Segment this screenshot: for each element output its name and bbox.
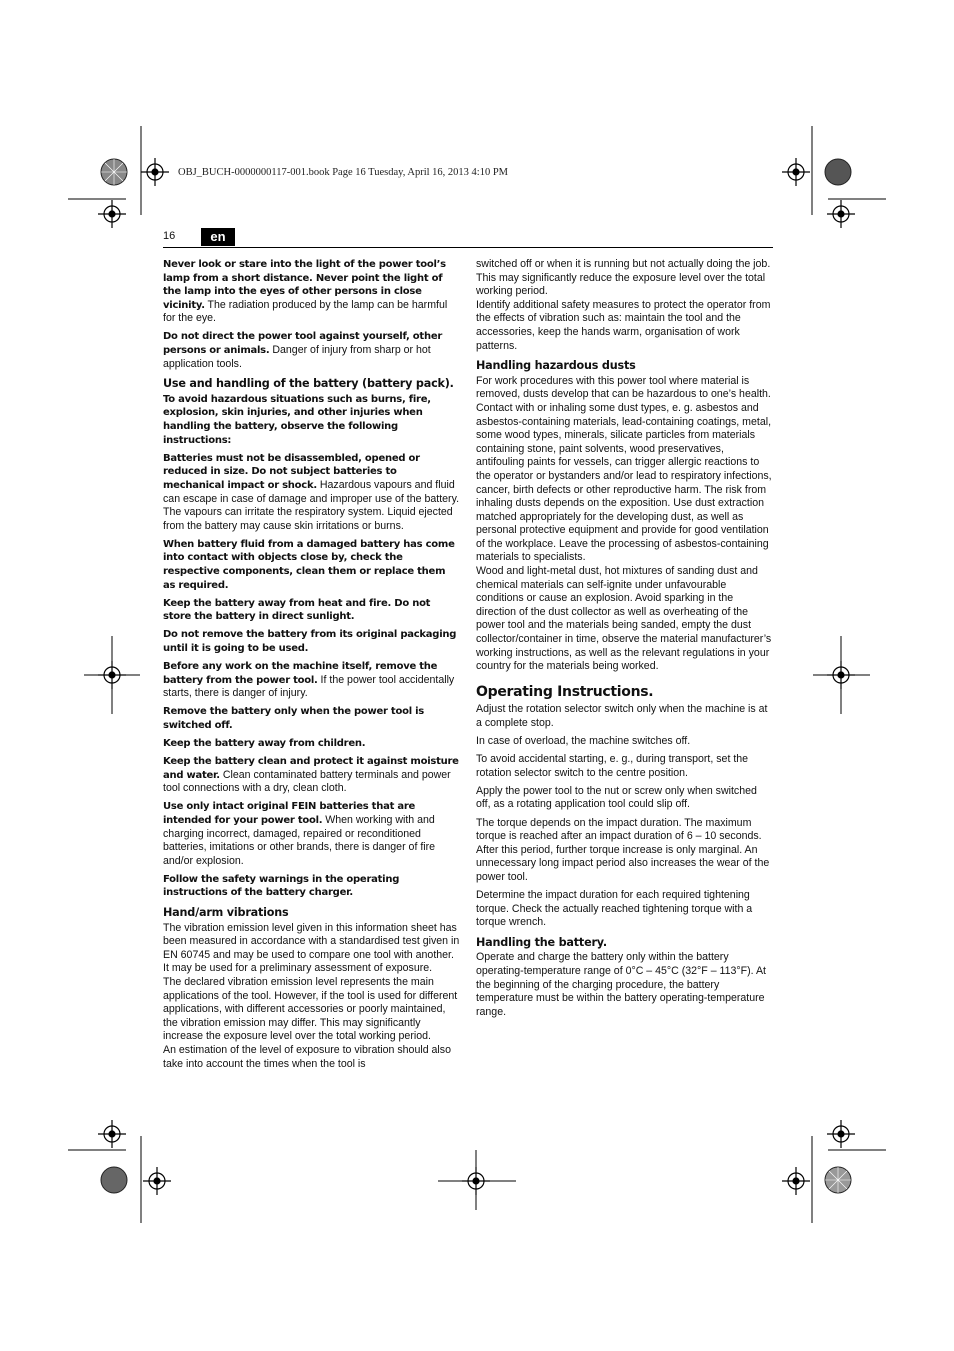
paragraph: Do not remove the battery from its original packaging until it is going to be used. xyxy=(163,629,457,654)
right-column xyxy=(476,258,773,1024)
page-header xyxy=(163,227,773,248)
language-tab: en xyxy=(201,228,235,246)
paragraph: Batteries must not be disassembled, opened or reduced in size. Do not subject batteries to mechanical impact or shock. Hazardous vapours and fluid can escape in case of damage and improper use of the battery. The vapours can irritate the respiratory system. Liquid ejected from the battery may cause skin irritations or burns. xyxy=(163,452,460,532)
paragraph: The declared vibration emission level represents the main applications of the tool. However, if the tool is used for different applications, with different accessories or poorly maintained, the vibration emission may differ. This may significantly increase the exposure level over the total working period. xyxy=(163,976,458,1043)
paragraph: Keep the battery clean and protect it against moisture and water. Clean contaminated battery terminals and power tool connections with a dry, clean cloth. xyxy=(163,756,459,795)
paragraph: Use only intact original FEIN batteries that are intended for your power tool. When working with and charging incorrect, damaged, repaired or reconditioned batteries, imitations or other brands, there is danger of fire and/or explosion. xyxy=(163,801,436,867)
paragraph: Determine the impact duration for each required tightening torque. Check the actually reached tightening torque with a torque wrench. xyxy=(476,889,753,929)
paragraph: Identify additional safety measures to protect the operator from the effects of vibration such as: maintain the tool and the accessories, keep the hands warm, organisation of work patterns. xyxy=(476,298,771,352)
paragraph: In case of overload, the machine switches off. xyxy=(476,735,691,748)
paragraph: To avoid hazardous situations such as burns, fire, explosion, skin injuries, and other injuries when handling the battery, observe the following instructions: xyxy=(163,393,431,446)
paragraph: Apply the power tool to the nut or screw only when switched off, as a rotating application tool could slip off. xyxy=(476,784,757,811)
paragraph: Contact with or inhaling some dust types, e. g. asbestos and asbestos-containing materials, lead-containing coatings, metal, some wood types, minerals, silicate particles from materials containing stone, paint solvents, wood preservatives, antifouling paints for vessels, can trigger allergic reactions to the operator or bystanders and/or lead to respiratory infections, cancer, birth defects or other reproductive harm. The risk from inhaling dusts depends on the exposition. Use dust extraction matched appropriately for the developing dust, as well as personal protective equipment and provide for good ventilation of the workplace. Leave the processing of asbestos-containing materials to specialists. xyxy=(476,401,772,564)
paragraph: Remove the battery only when the power tool is switched off. xyxy=(163,706,424,731)
section-heading: Handling the battery. xyxy=(476,935,607,949)
paragraph: To avoid accidental starting, e. g., during transport, set the rotation selector switch to the centre position. xyxy=(476,753,749,779)
paragraph: Keep the battery away from children. xyxy=(163,738,366,749)
paragraph: Wood and light-metal dust, hot mixtures of sanding dust and chemical materials can self-ignite under unfavourable conditions or cause an explosion. Avoid sparking in the direction of the dust collector as well as overheating of the power tool and the materials being sanded, empty the dust collector/container in time, observe the material manufacturer’s working instructions, as well as the relevant regulations in your country for the materials being worked. xyxy=(476,565,772,673)
paragraph: Before any work on the machine itself, remove the battery from the power tool. If the power tool accidentally starts, there is danger of injury. xyxy=(163,661,455,700)
left-column xyxy=(163,258,460,1071)
paragraph: Adjust the rotation selector switch only when the machine is at a complete stop. xyxy=(476,703,768,729)
paragraph: When battery fluid from a damaged battery has come into contact with objects close by, check the respective components, clean them or replace them as required. xyxy=(163,538,455,591)
section-heading: Operating Instructions. xyxy=(476,683,654,700)
page-number: 16 xyxy=(163,230,176,242)
paragraph: The torque depends on the impact duration. The maximum torque is reached after an impact duration of 6 – 10 seconds. After this period, further torque increase is only marginal. An unnecessary long impact period also increases the wear of the power tool. xyxy=(476,816,770,883)
paragraph: An estimation of the level of exposure to vibration should also take into account the times when the tool is xyxy=(163,1043,451,1070)
paragraph: The vibration emission level given in this information sheet has been measured in accordance with a standardised test given in EN 60745 and may be used to compare one tool with another. It may be used for a preliminary assessment of exposure. xyxy=(163,921,460,975)
paragraph: Operate and charge the battery only within the battery operating-temperature range of 0°C – 45°C (32°F – 113°F). At the beginning of the charging procedure, the battery temperature must be within the battery operating-temperature range. xyxy=(476,951,766,1018)
print-slug: OBJ_BUCH-0000000117-001.book Page 16 Tuesday, April 16, 2013 4:10 PM xyxy=(178,167,508,178)
paragraph: switched off or when it is running but not actually doing the job. This may significantly reduce the exposure level over the total working period. xyxy=(476,258,771,298)
paragraph: Keep the battery away from heat and fire. Do not store the battery in direct sunlight. xyxy=(163,597,431,623)
paragraph: For work procedures with this power tool where material is removed, dusts develop that can be hazardous to one’s health. xyxy=(476,374,771,401)
paragraph: Do not direct the power tool against yourself, other persons or animals. Danger of injury from sharp or hot application tools. xyxy=(163,331,443,370)
section-heading: Hand/arm vibrations xyxy=(163,906,289,920)
paragraph: Never look or stare into the light of the power tool’s lamp from a short distance. Never point the light of the lamp into the eyes of other persons in close vicinity. The radiation produced by the lamp can be harmful for the eye. xyxy=(163,259,448,325)
section-heading: Handling hazardous dusts xyxy=(476,359,636,373)
paragraph: Follow the safety warnings in the operating instructions of the battery charger. xyxy=(163,873,400,899)
section-heading: Use and handling of the battery (battery pack). xyxy=(163,377,454,391)
